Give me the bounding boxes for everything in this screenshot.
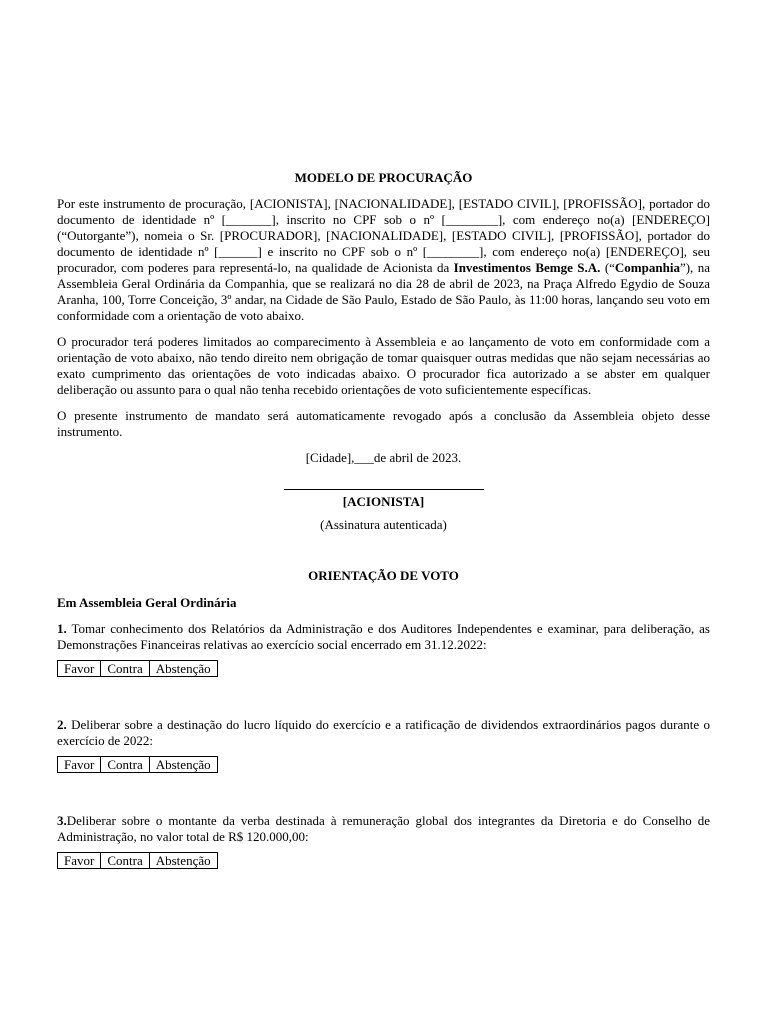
signature-line: [284, 489, 484, 490]
voting-subtitle: Em Assembleia Geral Ordinária: [57, 595, 237, 610]
vote-item-2: [57, 717, 710, 749]
place-date: [Cidade],___de abril de 2023.: [305, 450, 462, 465]
proxy-text-c: ”), na Assembleia Geral Ordinária da Companhia, que se realizará no dia 28 de abril de 2023, na Praça Alfredo Egydio de Souza Aranha, 100, Torre Conceição, 3º andar, na Cidade de São Paulo, Estado de São Paulo, às 11:00 horas, lançando seu voto em conformidade com a orientação de voto abaixo.: [57, 260, 710, 323]
vote-option-contra[interactable]: Contra: [101, 853, 149, 869]
vote-option-favor[interactable]: Favor: [58, 853, 101, 869]
vote-option-favor[interactable]: Favor: [58, 757, 101, 773]
vote-option-contra[interactable]: Contra: [101, 661, 149, 677]
vote-item-text: Tomar conhecimento dos Relatórios da Administração e dos Auditores Independentes e examinar, para deliberação, as Demonstrações Financeiras relativas ao exercício social encerrado em 31.12.2022:: [57, 621, 710, 652]
revocation-paragraph: O presente instrumento de mandato será automaticamente revogado após a conclusão da Assembleia objeto desse instrumento.: [57, 408, 710, 439]
vote-item-number: 1.: [57, 621, 67, 636]
powers-paragraph: O procurador terá poderes limitados ao comparecimento à Assembleia e ao lançamento de voto em conformidade com a orientação de voto abaixo, não tendo direito nem obrigação de tomar quaisquer outras medidas que não sejam necessárias ao exato cumprimento das orientações de voto indicadas abaixo. O procurador fica autorizado a se abster em qualquer deliberação ou assunto para o qual não tenha recebido orientações de voto suficientemente específicas.: [57, 334, 710, 397]
document-title: MODELO DE PROCURAÇÃO: [294, 170, 473, 185]
vote-options-table-3: [57, 852, 218, 869]
vote-option-contra[interactable]: Contra: [101, 757, 149, 773]
company-name: Investimentos Bemge S.A.: [453, 260, 601, 275]
voting-title: ORIENTAÇÃO DE VOTO: [308, 568, 459, 583]
company-short-name: Companhia: [614, 260, 680, 275]
vote-item-1: [57, 621, 710, 653]
vote-option-favor[interactable]: Favor: [58, 661, 101, 677]
vote-item-3: [57, 813, 710, 845]
vote-options-table-2: [57, 756, 218, 773]
proxy-paragraph: [57, 196, 710, 324]
vote-item-text: Deliberar sobre o montante da verba destinada à remuneração global dos integrantes da Diretoria e do Conselho de Administração, no valor total de R$ 120.000,00:: [57, 813, 710, 844]
vote-option-abstencao[interactable]: Abstenção: [149, 661, 217, 677]
signature-note: (Assinatura autenticada): [320, 517, 447, 532]
proxy-text-b: (“: [600, 260, 615, 275]
vote-item-text: Deliberar sobre a destinação do lucro líquido do exercício e a ratificação de dividendos extraordinários pagos durante o exercício de 2022:: [57, 717, 710, 748]
vote-option-abstencao[interactable]: Abstenção: [149, 853, 217, 869]
proxy-text-a: Por este instrumento de procuração, [ACIONISTA], [NACIONALIDADE], [ESTADO CIVIL], [PROFISSÃO], portador do documento de identidade nº [_______], inscrito no CPF sob o nº [________], com endereço no(a) [ENDEREÇO] (“Outorgante”), nomeia o Sr. [PROCURADOR], [NACIONALIDADE], [ESTADO CIVIL], [PROFISSÃO], portador do documento de identidade nº [______] e inscrito no CPF sob o nº [________], com endereço no(a) [ENDEREÇO], seu procurador, com poderes para representá-lo, na qualidade de Acionista da: [57, 196, 710, 275]
signer-name: [ACIONISTA]: [342, 494, 425, 509]
document-page: [57, 170, 710, 869]
vote-item-number: 2.: [57, 717, 67, 732]
vote-option-abstencao[interactable]: Abstenção: [149, 757, 217, 773]
vote-options-table-1: [57, 660, 218, 677]
vote-item-number: 3.: [57, 813, 67, 828]
